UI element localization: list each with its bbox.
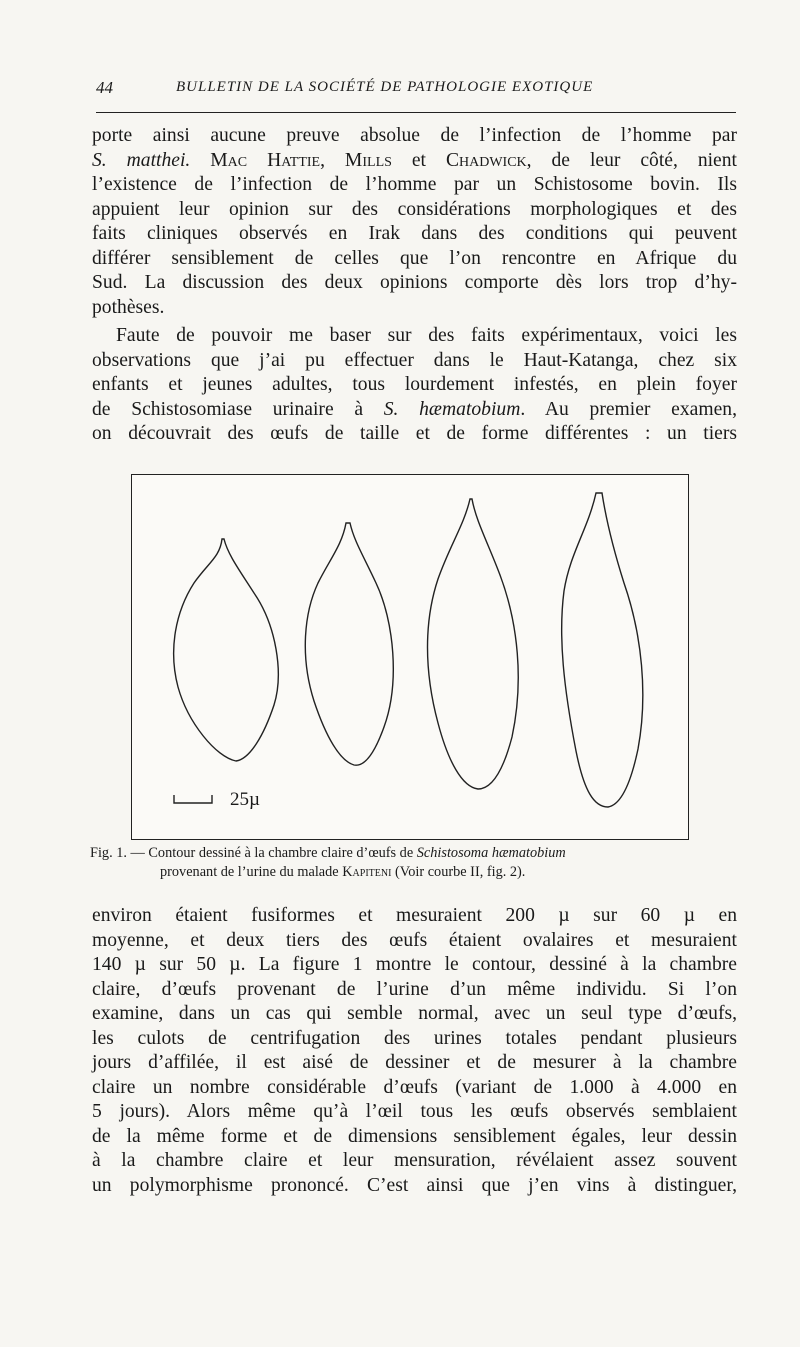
caption-species: Schistosoma hæmatobium: [416, 845, 566, 861]
species-name: S. hæmatobium: [383, 398, 521, 420]
patient-name: Kapiteni: [342, 864, 392, 880]
author-name: Chadwick: [445, 149, 527, 171]
text-line: l’existence de l’infection de l’homme par un Schistosome bovin. Ils: [92, 174, 737, 195]
text-line: jours d’affilée, il est aisé de dessiner et de mesurer à la chambre: [92, 1052, 737, 1073]
figure-caption: [90, 844, 740, 882]
text-line: porte ainsi aucune preuve absolue de l’infection de l’homme par: [92, 125, 737, 146]
paragraph-2: [92, 324, 737, 447]
text-line: [92, 149, 737, 174]
caption-text: Fig. 1. — Contour dessiné à la chambre claire d’œufs de: [90, 845, 417, 861]
text-line: [92, 398, 737, 423]
text-line: claire un nombre considérable d’œufs (variant de 1.000 à 4.000 en: [92, 1076, 737, 1098]
text-line: faits cliniques observés en Irak dans des conditions qui peuvent: [92, 223, 737, 244]
scale-label: 25µ: [230, 789, 260, 810]
text-line: les culots de centrifugation des urines totales pendant plusieurs: [92, 1027, 737, 1049]
text-line: moyenne, et deux tiers des œufs étaient ovalaires et mesuraient: [92, 929, 737, 951]
figure-1: [131, 474, 689, 840]
author-names: Mac Hattie, Mills: [190, 149, 392, 171]
text-line: 5 jours). Alors même qu’à l’œil tous les œufs observés semblaient: [92, 1101, 737, 1122]
text-line: appuient leur opinion sur des considérations morphologiques et des: [92, 198, 737, 220]
egg-outline-2: [305, 523, 393, 765]
text-line: 140 µ sur 50 µ. La figure 1 montre le contour, dessiné à la chambre: [92, 954, 737, 975]
text-line: observations que j’ai pu effectuer dans le Haut-Katanga, chez six: [92, 349, 737, 371]
text-line: on découvrait des œufs de taille et de forme différentes : un tiers: [92, 423, 737, 444]
egg-outline-4: [562, 493, 643, 807]
text-line: à la chambre claire et leur mensuration, révélaient assez souvent: [92, 1150, 737, 1171]
egg-outlines-drawing: [132, 475, 688, 839]
egg-outline-1: [174, 539, 279, 761]
text-line: un polymorphisme prononcé. C’est ainsi que j’en vins à distinguer,: [92, 1174, 737, 1196]
text-line: environ étaient fusiformes et mesuraient 200 µ sur 60 µ en: [92, 905, 737, 926]
egg-outline-3: [428, 499, 519, 789]
species-name: S. matthei.: [92, 149, 191, 171]
caption-line: [90, 863, 740, 882]
running-header: [96, 76, 736, 113]
running-title: BULLETIN DE LA SOCIÉTÉ DE PATHOLOGIE EXOTIQUE: [176, 79, 594, 95]
scale-bar: [174, 795, 212, 803]
text-line: différer sensiblement de celles que l’on rencontre en Afrique du: [92, 247, 737, 269]
text-line: examine, dans un cas qui semble normal, avec un seul type d’œufs,: [92, 1003, 737, 1024]
text-fragment: , de leur côté, nient: [526, 149, 737, 171]
caption-line: [90, 845, 566, 861]
text-line: pothèses.: [92, 296, 165, 318]
text-line: Faute de pouvoir me baser sur des faits expérimentaux, voici les: [116, 325, 737, 346]
text-fragment: et: [391, 149, 446, 171]
paragraph-1: [92, 124, 737, 320]
text-line: Sud. La discussion des deux opinions comporte dès lors trop d’hy-: [92, 272, 737, 293]
text-line: de la même forme et de dimensions sensiblement égales, leur dessin: [92, 1125, 737, 1147]
text-fragment: . Au premier examen,: [520, 398, 737, 420]
text-line: enfants et jeunes adultes, tous lourdement infestés, en plein foyer: [92, 374, 737, 395]
text-fragment: de Schistosomiase urinaire à: [92, 398, 384, 420]
caption-text: (Voir courbe II, fig. 2).: [391, 864, 526, 880]
text-line: claire, d’œufs provenant de l’urine d’un même individu. Si l’on: [92, 978, 737, 1000]
page-number: 44: [96, 78, 113, 97]
caption-text: provenant de l’urine du malade: [160, 864, 343, 880]
paragraph-3: [92, 904, 737, 1198]
